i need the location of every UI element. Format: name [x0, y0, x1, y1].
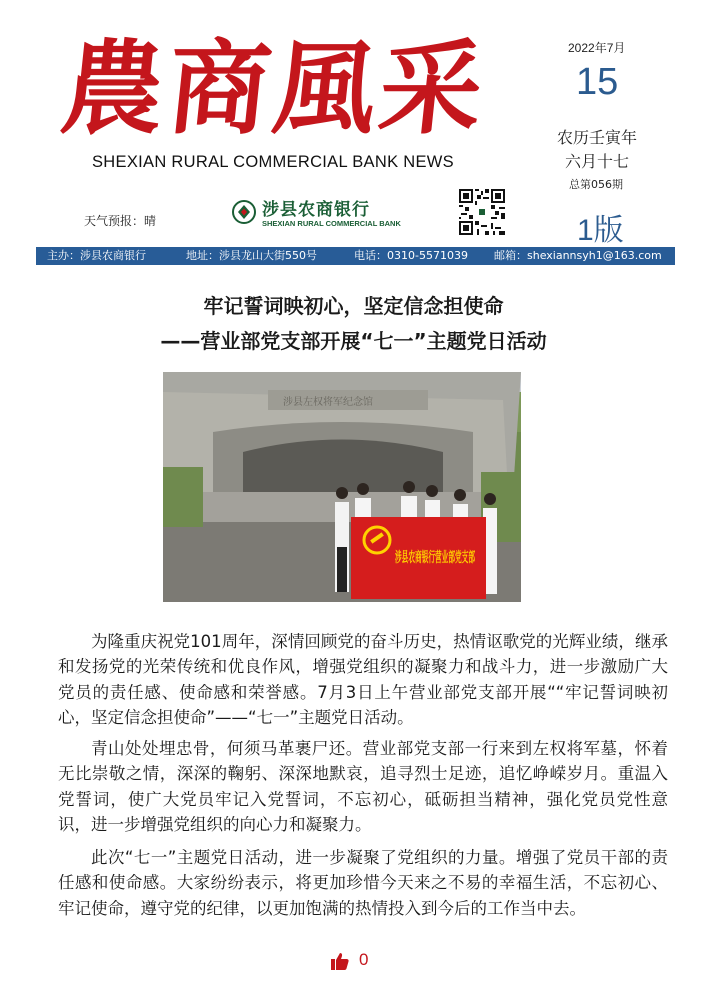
article-paragraph-3: 此次“七一”主题党日活动，进一步凝聚了党组织的力量。增强了党员干部的责任感和使命感。大家纷纷表示，将更加珍惜今天来之不易的幸福生活，不忘初心、牢记使命，遵守党的纪律，以更加饱满的热情投入到今后的工作当中去。: [58, 848, 668, 918]
lunar-year: 农历壬寅年: [557, 128, 638, 147]
article-paragraph-1: 为隆重庆祝党101周年，深情回顾党的奋斗历史，热情讴歌党的光辉业绩，继承和发扬党的光荣传统和优良作风，增强党组织的凝聚力和战斗力，进一步激励广大党员的责任感、使命感和荣誉感。7月3日上午营业部党支部开展““牢记誓词映初心，坚定信念担使命”——“七一”主题党日活动。: [58, 632, 668, 727]
issue-number: 总第056期: [569, 178, 623, 191]
bank-logo: [232, 195, 412, 231]
address-info: 地址：涉县龙山大街550号: [186, 249, 317, 262]
bank-emblem-icon: [232, 200, 256, 224]
info-bar: [36, 247, 675, 265]
email-info[interactable]: 邮箱：shexiannsyh1@163.com: [494, 249, 662, 262]
weather-forecast: 天气预报：晴: [84, 214, 157, 228]
date-year-month: 2022年7月: [568, 41, 626, 55]
article-paragraph-2: 青山处处埋忠骨，何须马革裹尸还。营业部党支部一行来到左权将军墓，怀着无比崇敬之情，深深的鞠躬、深深地默哀，追寻烈士足迹，追忆峥嵘岁月。重温入党誓词，使广大党员牢记入党誓词，不忘初心，砥砺担当精神，强化党员党性意识，进一步增强党组织的向心力和凝聚力。: [58, 739, 668, 834]
masthead-title: 農商風采: [55, 29, 493, 149]
host-info: 主办：涉县农商银行: [47, 249, 146, 262]
phone-info: 电话：0310-5571039: [354, 249, 468, 262]
thumbs-up-icon[interactable]: [330, 951, 350, 971]
photo-banner-text: [395, 549, 475, 566]
bank-name-cn: 涉县农商银行: [262, 200, 370, 220]
like-count: 0: [359, 950, 369, 969]
article-title: 牢记誓词映初心，坚定信念担使命: [203, 294, 504, 318]
masthead-english-subtitle: SHEXIAN RURAL COMMERCIAL BANK NEWS: [92, 153, 454, 171]
qr-code-icon[interactable]: [459, 189, 505, 235]
svg-text:涉县左权将军纪念馆: 涉县左权将军纪念馆: [283, 397, 373, 408]
article-subtitle: ——营业部党支部开展“七一”主题党日活动: [160, 329, 547, 353]
date-day: 15: [576, 61, 619, 103]
edition-number: 1版: [577, 214, 624, 247]
lunar-day: 六月十七: [565, 152, 630, 171]
bank-name-en: SHEXIAN RURAL COMMERCIAL BANK: [262, 219, 401, 228]
article-photo: [163, 372, 521, 602]
